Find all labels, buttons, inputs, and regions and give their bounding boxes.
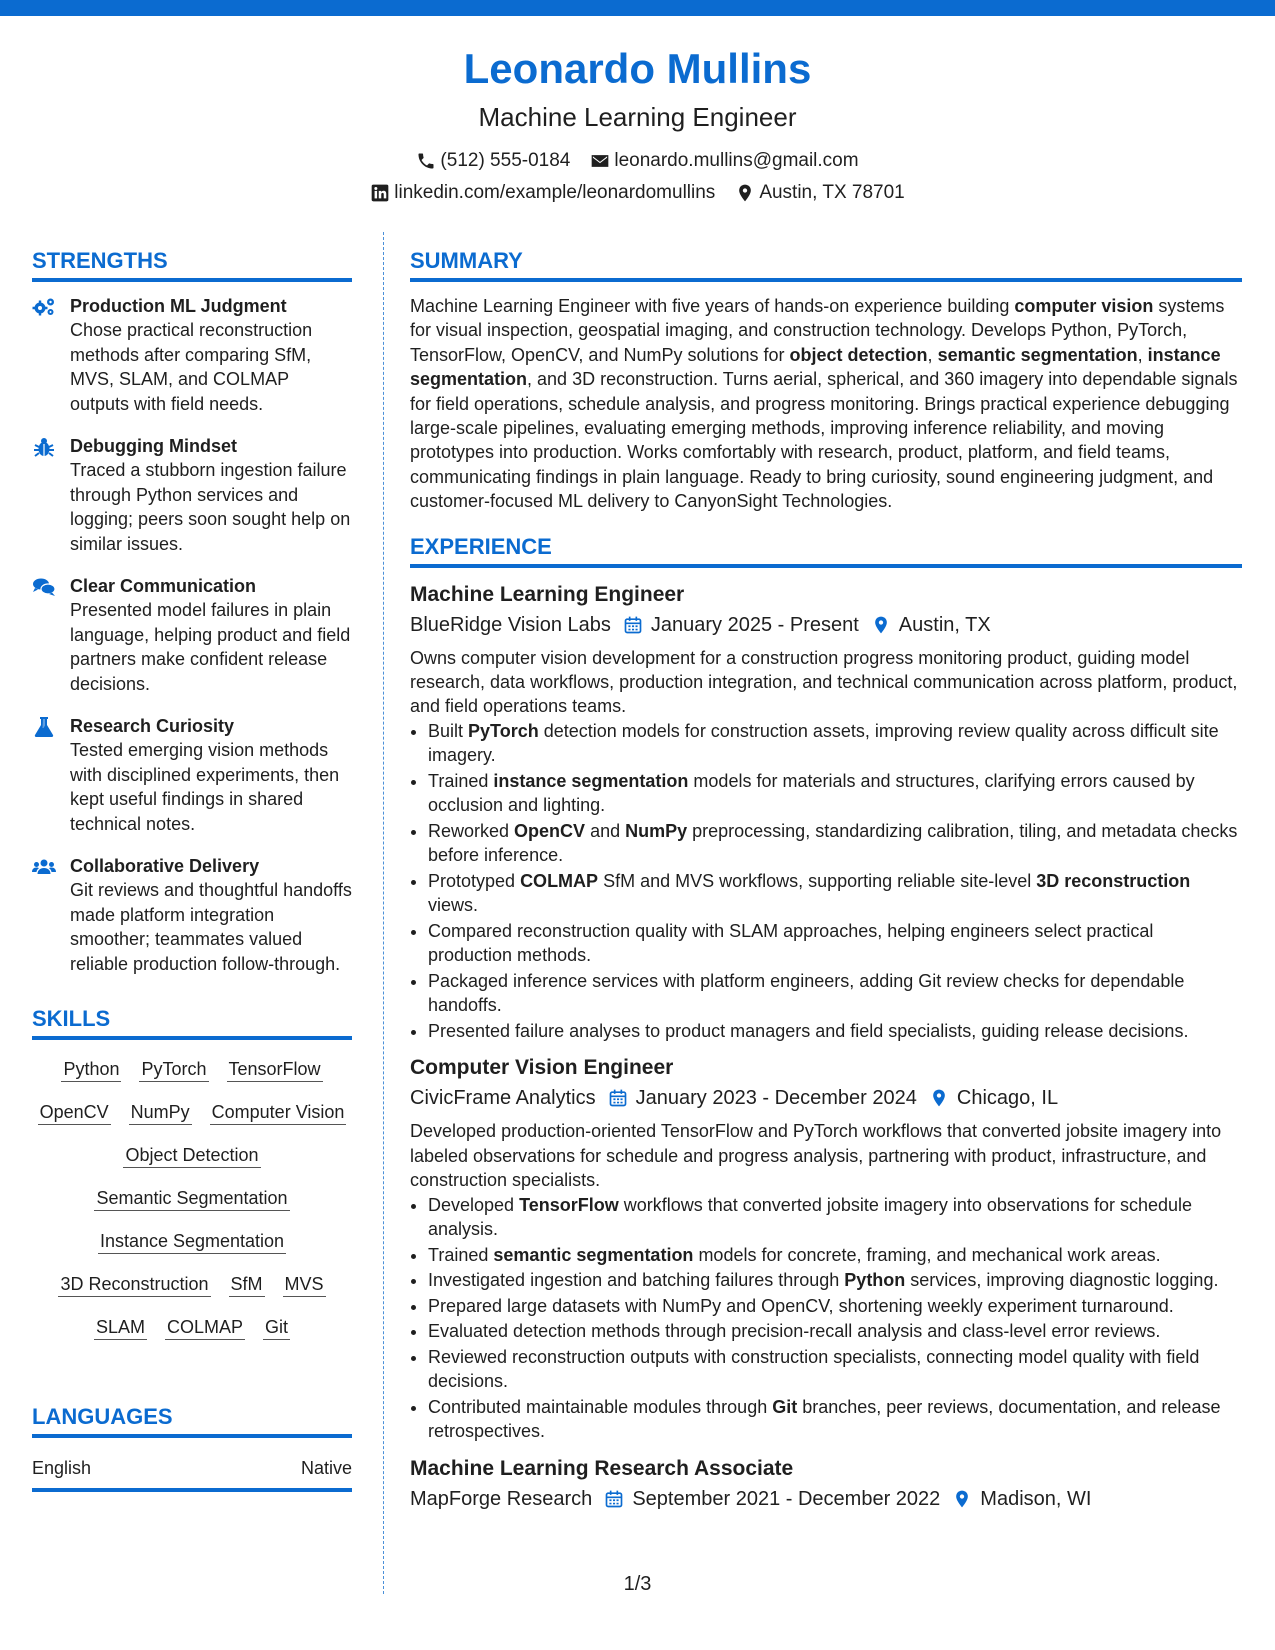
phone-icon [416, 151, 436, 171]
languages-heading: LANGUAGES [32, 1402, 352, 1438]
strength-title: Production ML Judgment [70, 296, 287, 316]
job-location-text: Austin, TX [898, 613, 991, 636]
bold-keyword: object detection [789, 344, 928, 365]
text-segment: Reworked [428, 820, 515, 841]
strength-text: Tested emerging vision methods with disciplined experiments, then kept useful findings in shared technical notes. [70, 740, 340, 834]
calendar-icon [623, 615, 643, 635]
bold-keyword: Python [844, 1270, 906, 1291]
skill-row [61, 1058, 322, 1082]
job-meta [410, 610, 1242, 640]
text-segment: Packaged inference services with platform engineers, adding Git review checks for dependable handoffs. [428, 970, 1185, 1016]
text-segment: Built [428, 720, 469, 741]
strengths-heading: STRENGTHS [32, 246, 352, 282]
language-name: English [32, 1458, 92, 1478]
strength-item [32, 294, 352, 416]
calendar-icon [608, 1088, 628, 1108]
text-segment: Evaluated detection methods through precision-recall analysis and class-level error reviews. [428, 1321, 1161, 1342]
bullet-item [428, 869, 1242, 918]
text-segment: systems for visual inspection, geospatial imaging, and construction technology. Develops Python, PyTorch, TensorFlow, OpenCV, and NumPy solutions for [410, 296, 1225, 365]
contact-line-2 [0, 180, 1275, 206]
text-segment: Reviewed reconstruction outputs with construction specialists, connecting model quality with field decisions. [428, 1346, 1200, 1392]
job-dates [623, 610, 859, 640]
strength-title: Collaborative Delivery [70, 856, 260, 876]
linkedin-text: linkedin.com/example/leonardomullins [394, 182, 716, 203]
job-description: Developed production-oriented TensorFlow and PyTorch workflows that converted jobsite imagery into labeled observations for schedule and progress analysis, partnering with product, infrastructure, and construction specialists. [410, 1121, 1222, 1191]
job-location-text: Chicago, IL [956, 1087, 1059, 1110]
text-segment: Developed [428, 1194, 520, 1215]
company-name: CivicFrame Analytics [410, 1087, 596, 1110]
calendar-icon [604, 1489, 624, 1509]
bullet-item [428, 1294, 1242, 1318]
linkedin-contact[interactable] [370, 180, 715, 206]
experience-heading: EXPERIENCE [410, 532, 1242, 568]
skill-row [58, 1273, 325, 1297]
job-title: Machine Learning Engineer [410, 582, 685, 606]
bold-keyword: NumPy [625, 820, 688, 841]
comments-icon [32, 574, 58, 696]
bullet-item [428, 1243, 1242, 1267]
job-meta [410, 1484, 1242, 1514]
strength-text: Presented model failures in plain language, helping product and field partners make confident release decisions. [70, 600, 351, 694]
bold-keyword: Git [772, 1396, 798, 1417]
text-segment: Prepared large datasets with NumPy and OpenCV, shortening weekly experiment turnaround. [428, 1295, 1174, 1316]
skill-row [98, 1230, 286, 1254]
bullet-item [428, 1019, 1242, 1043]
job-meta [410, 1083, 1242, 1113]
job-bullets [410, 719, 1242, 1043]
job-dates [604, 1484, 940, 1514]
text-segment: models for concrete, framing, and mechanical work areas. [693, 1244, 1161, 1265]
users-icon [32, 854, 58, 976]
skill-row [94, 1316, 290, 1340]
strength-item [32, 714, 352, 836]
email-contact[interactable] [590, 148, 858, 174]
bold-keyword: computer vision [1014, 296, 1154, 316]
bold-keyword: instance segmentation [493, 770, 689, 791]
text-segment: workflows that converted jobsite imagery into observations for schedule analysis. [428, 1194, 1193, 1239]
job-dates-text: January 2025 - Present [650, 613, 859, 636]
bullet-item [428, 1193, 1242, 1242]
phone-text: (512) 555-0184 [440, 150, 571, 171]
strength-item [32, 434, 352, 556]
job-title: Machine Learning Research Associate [410, 1456, 794, 1480]
bullet-item [428, 719, 1242, 768]
job-entry [410, 1454, 1242, 1514]
text-segment: Presented failure analyses to product managers and field specialists, guiding release decisions. [428, 1020, 1189, 1041]
skill-tag: NumPy [129, 1101, 192, 1125]
text-segment: and [585, 820, 626, 841]
job-location [929, 1083, 1058, 1113]
strength-item [32, 854, 352, 976]
text-segment: services, improving diagnostic logging. [905, 1270, 1219, 1291]
bold-keyword: OpenCV [514, 820, 586, 841]
skill-tag: 3D Reconstruction [58, 1273, 210, 1297]
bold-keyword: semantic segmentation [937, 344, 1138, 365]
text-segment: views. [428, 895, 479, 916]
skill-tag: OpenCV [38, 1101, 111, 1125]
map-pin-icon [929, 1088, 949, 1108]
text-segment: SfM and MVS workflows, supporting reliable site-level [598, 870, 1037, 891]
left-column [32, 246, 352, 1492]
experience-list [410, 580, 1242, 1514]
job-description: Owns computer vision development for a construction progress monitoring product, guiding model research, data workflows, production integration, and technical communication across platform, product, and field operations teams. [410, 647, 1238, 717]
summary-heading: SUMMARY [410, 246, 1242, 282]
location-text: Austin, TX 78701 [759, 182, 905, 203]
text-segment: Machine Learning Engineer with five years of hands-on experience building [410, 296, 1015, 316]
text-segment: branches, peer reviews, documentation, and release retrospectives. [428, 1396, 1221, 1442]
bug-icon [32, 434, 58, 556]
skill-row [94, 1187, 289, 1211]
text-segment: , [1137, 344, 1148, 365]
strength-title: Clear Communication [70, 576, 257, 596]
skills-heading: SKILLS [32, 1004, 352, 1040]
skill-tag: SLAM [94, 1316, 147, 1340]
candidate-name: Leonardo Mullins [463, 45, 812, 92]
envelope-icon [590, 151, 610, 171]
language-level: Native [300, 1458, 352, 1478]
bullet-item [428, 1345, 1242, 1394]
job-entry [410, 580, 1242, 1044]
text-segment: Prototyped [428, 870, 521, 891]
bullet-item [428, 819, 1242, 868]
company-name: MapForge Research [410, 1487, 593, 1510]
job-dates [608, 1083, 917, 1113]
page-number: 1/3 [623, 1573, 652, 1595]
summary-text [410, 294, 1242, 514]
bullet-item [428, 1319, 1242, 1343]
text-segment: Trained [428, 1244, 494, 1265]
skill-row [123, 1144, 260, 1168]
skill-tag: Instance Segmentation [98, 1230, 286, 1254]
bold-keyword: COLMAP [520, 870, 599, 891]
map-pin-icon [735, 183, 755, 203]
strength-text: Traced a stubborn ingestion failure through Python services and logging; peers soon sought help on similar issues. [70, 460, 351, 554]
skill-tag: Python [61, 1058, 121, 1082]
bold-keyword: semantic segmentation [493, 1244, 694, 1265]
text-segment: detection models for construction assets, improving review quality across difficult site imagery. [428, 720, 1219, 766]
skills-list [32, 1058, 352, 1340]
contact-line-1 [0, 148, 1275, 174]
right-column [410, 246, 1242, 1520]
text-segment: Investigated ingestion and batching failures through [428, 1270, 845, 1291]
bullet-item [428, 1395, 1242, 1444]
job-title: Computer Vision Engineer [410, 1056, 674, 1080]
linkedin-icon [370, 183, 390, 203]
strength-item [32, 574, 352, 696]
location-contact [735, 180, 904, 206]
email-text: leonardo.mullins@gmail.com [614, 150, 859, 171]
job-dates-text: September 2021 - December 2022 [632, 1487, 941, 1510]
text-segment: Contributed maintainable modules through [428, 1396, 773, 1417]
text-segment: , and 3D reconstruction. Turns aerial, spherical, and 360 imagery into dependable signals for field operations, schedule analysis, and progress monitoring. Brings practical experience debugging large-scale pipelines, evaluating emerging methods, improving inference reliability, and moving prototypes into production. Works comfortably with research, product, platform, and field teams, communicating findings in plain language. Ready to bring curiosity, sound engineering judgment, and customer-focused ML delivery to CanyonSight Technologies. [410, 369, 1238, 512]
skill-tag: Object Detection [123, 1144, 260, 1168]
bullet-item [428, 919, 1242, 968]
bold-keyword: PyTorch [468, 720, 539, 741]
job-entry [410, 1053, 1242, 1443]
bullet-item [428, 769, 1242, 818]
strength-title: Research Curiosity [70, 716, 235, 736]
strength-text: Chose practical reconstruction methods after comparing SfM, MVS, SLAM, and COLMAP outputs with field needs. [70, 320, 313, 414]
strength-title: Debugging Mindset [70, 436, 237, 456]
language-row [32, 1450, 352, 1492]
job-location-text: Madison, WI [980, 1487, 1092, 1510]
candidate-role: Machine Learning Engineer [478, 102, 797, 132]
resume-header [0, 40, 1275, 206]
phone-contact[interactable] [416, 148, 570, 174]
text-segment: models for materials and structures, clarifying errors caused by occlusion and lighting. [428, 770, 1195, 816]
skill-tag: Semantic Segmentation [94, 1187, 289, 1211]
map-pin-icon [952, 1489, 972, 1509]
text-segment: Compared reconstruction quality with SLAM approaches, helping engineers select practical production methods. [428, 920, 1154, 966]
text-segment: , [927, 344, 938, 365]
flask-icon [32, 714, 58, 836]
job-location [952, 1484, 1091, 1514]
skill-tag: Computer Vision [210, 1101, 347, 1125]
bullet-item [428, 1268, 1242, 1292]
job-dates-text: January 2023 - December 2024 [635, 1087, 917, 1110]
column-divider [383, 232, 384, 1594]
strength-text: Git reviews and thoughtful handoffs made platform integration smoother; teammates valued reliable production follow-through. [70, 880, 352, 974]
skill-tag: TensorFlow [227, 1058, 323, 1082]
skill-tag: MVS [283, 1273, 326, 1297]
text-segment: Trained [428, 770, 494, 791]
skill-tag: PyTorch [139, 1058, 208, 1082]
skill-tag: Git [263, 1316, 290, 1340]
bold-keyword: TensorFlow [519, 1194, 619, 1215]
text-segment: preprocessing, standardizing calibration, tiling, and metadata checks before inference. [428, 820, 1238, 866]
top-accent-bar [0, 0, 1275, 16]
bullet-item [428, 969, 1242, 1018]
bold-keyword: 3D reconstruction [1036, 870, 1191, 891]
map-pin-icon [871, 615, 891, 635]
gears-icon [32, 294, 58, 416]
job-bullets [410, 1193, 1242, 1444]
skill-row [38, 1101, 347, 1125]
skill-tag: COLMAP [165, 1316, 245, 1340]
company-name: BlueRidge Vision Labs [410, 613, 611, 636]
job-location [871, 610, 991, 640]
skill-tag: SfM [229, 1273, 265, 1297]
bold-keyword: instance segmentation [410, 344, 1221, 390]
